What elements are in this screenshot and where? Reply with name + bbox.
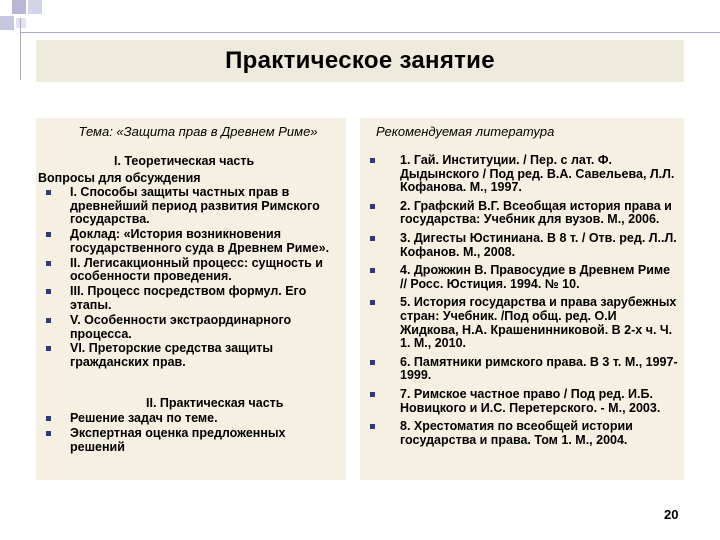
list-item xyxy=(36,342,342,369)
list-item xyxy=(360,264,678,291)
square-bullet-icon xyxy=(46,318,51,323)
literature-list xyxy=(360,154,678,452)
square-bullet-icon xyxy=(46,190,51,195)
list-item xyxy=(36,186,342,227)
literature-panel xyxy=(360,118,684,480)
list-item xyxy=(360,154,678,195)
list-item xyxy=(36,257,342,284)
list-item xyxy=(36,412,342,426)
list-item-text: 1. Гай. Институции. / Пер. с лат. Ф. Дыдынского / Под ред. В.А. Савельева, Л.Л. Кофанова. М., 1997. xyxy=(400,153,675,195)
list-item-text: Решение задач по теме. xyxy=(70,411,218,425)
square-bullet-icon xyxy=(46,346,51,351)
list-item-text: 6. Памятники римского права. В 3 т. М., 1997-1999. xyxy=(400,354,678,383)
list-item-text: III. Процесс посредством формул. Его этапы. xyxy=(70,284,307,312)
list-item xyxy=(360,232,678,259)
square-bullet-icon xyxy=(370,236,375,241)
list-item-text: VI. Преторские средства защиты гражданских прав. xyxy=(70,341,274,370)
practice-tasks-list xyxy=(36,412,342,456)
list-item xyxy=(360,388,678,415)
list-item xyxy=(36,427,342,454)
list-item-text: 3. Дигесты Юстиниана. В 8 т. / Отв. ред. Л..Л. Кофанов. М., 2008. xyxy=(400,230,677,259)
list-item-text: Доклад: «История возникновения государственного суда в Древнем Риме». xyxy=(70,227,330,255)
square-bullet-icon xyxy=(46,431,51,436)
square-bullet-icon xyxy=(370,424,375,429)
topic-header: Тема: «Защита прав в Древнем Риме» xyxy=(78,124,318,139)
list-item xyxy=(36,285,342,312)
list-item xyxy=(360,356,678,383)
square-bullet-icon xyxy=(370,360,375,365)
square-bullet-icon xyxy=(370,300,375,305)
list-item-text: II. Легисакционный процесс: сущность и особенности проведения. xyxy=(70,255,323,284)
discussion-questions-list xyxy=(36,186,342,371)
square-bullet-icon xyxy=(370,392,375,397)
square-bullet-icon xyxy=(46,416,51,421)
list-item-text: 7. Римское частное право / Под ред. И.Б. Новицкого и И.С. Перетерского. - М., 2003. xyxy=(400,386,661,415)
list-item xyxy=(360,200,678,227)
square-bullet-icon xyxy=(46,261,51,266)
list-item xyxy=(360,420,678,447)
section-theory-heading: I. Теоретическая часть xyxy=(114,154,255,168)
list-item-text: 8. Хрестоматия по всеобщей истории государства и права. Том 1. М., 2004. xyxy=(400,419,633,447)
section-practice-heading: II. Практическая часть xyxy=(146,396,284,410)
list-item-text: 5. История государства и права зарубежных стран: Учебник. /Под общ. ред. О.И Жидкова, Н.А. Крашенинниковой. В 2-х ч. Ч. 1. М., 2010. xyxy=(400,295,677,351)
topic-panel xyxy=(36,118,346,480)
page-number: 20 xyxy=(664,507,679,522)
page-title: Практическое занятие xyxy=(225,47,495,74)
list-item xyxy=(36,228,342,255)
square-bullet-icon xyxy=(370,204,375,209)
list-item-text: 4. Дрожжин В. Правосудие в Древнем Риме // Росс. Юстиция. 1994. № 10. xyxy=(400,263,671,291)
literature-header: Рекомендуемая литература xyxy=(376,124,555,139)
list-item-text: I. Способы защиты частных прав в древнейший период развития Римского государства. xyxy=(70,185,320,227)
list-item-text: Экспертная оценка предложенных решений xyxy=(70,425,286,454)
square-bullet-icon xyxy=(370,268,375,273)
list-item-text: V. Особенности экстраординарного процесса. xyxy=(70,312,292,341)
square-bullet-icon xyxy=(46,232,51,237)
title-banner xyxy=(36,40,684,82)
square-bullet-icon xyxy=(370,158,375,163)
list-item-text: 2. Графский В.Г. Всеобщая история права и государства: Учебник для вузов. М., 2006. xyxy=(400,198,672,227)
square-bullet-icon xyxy=(46,289,51,294)
list-item xyxy=(360,296,678,350)
questions-label: Вопросы для обсуждения xyxy=(38,171,201,185)
list-item xyxy=(36,314,342,341)
